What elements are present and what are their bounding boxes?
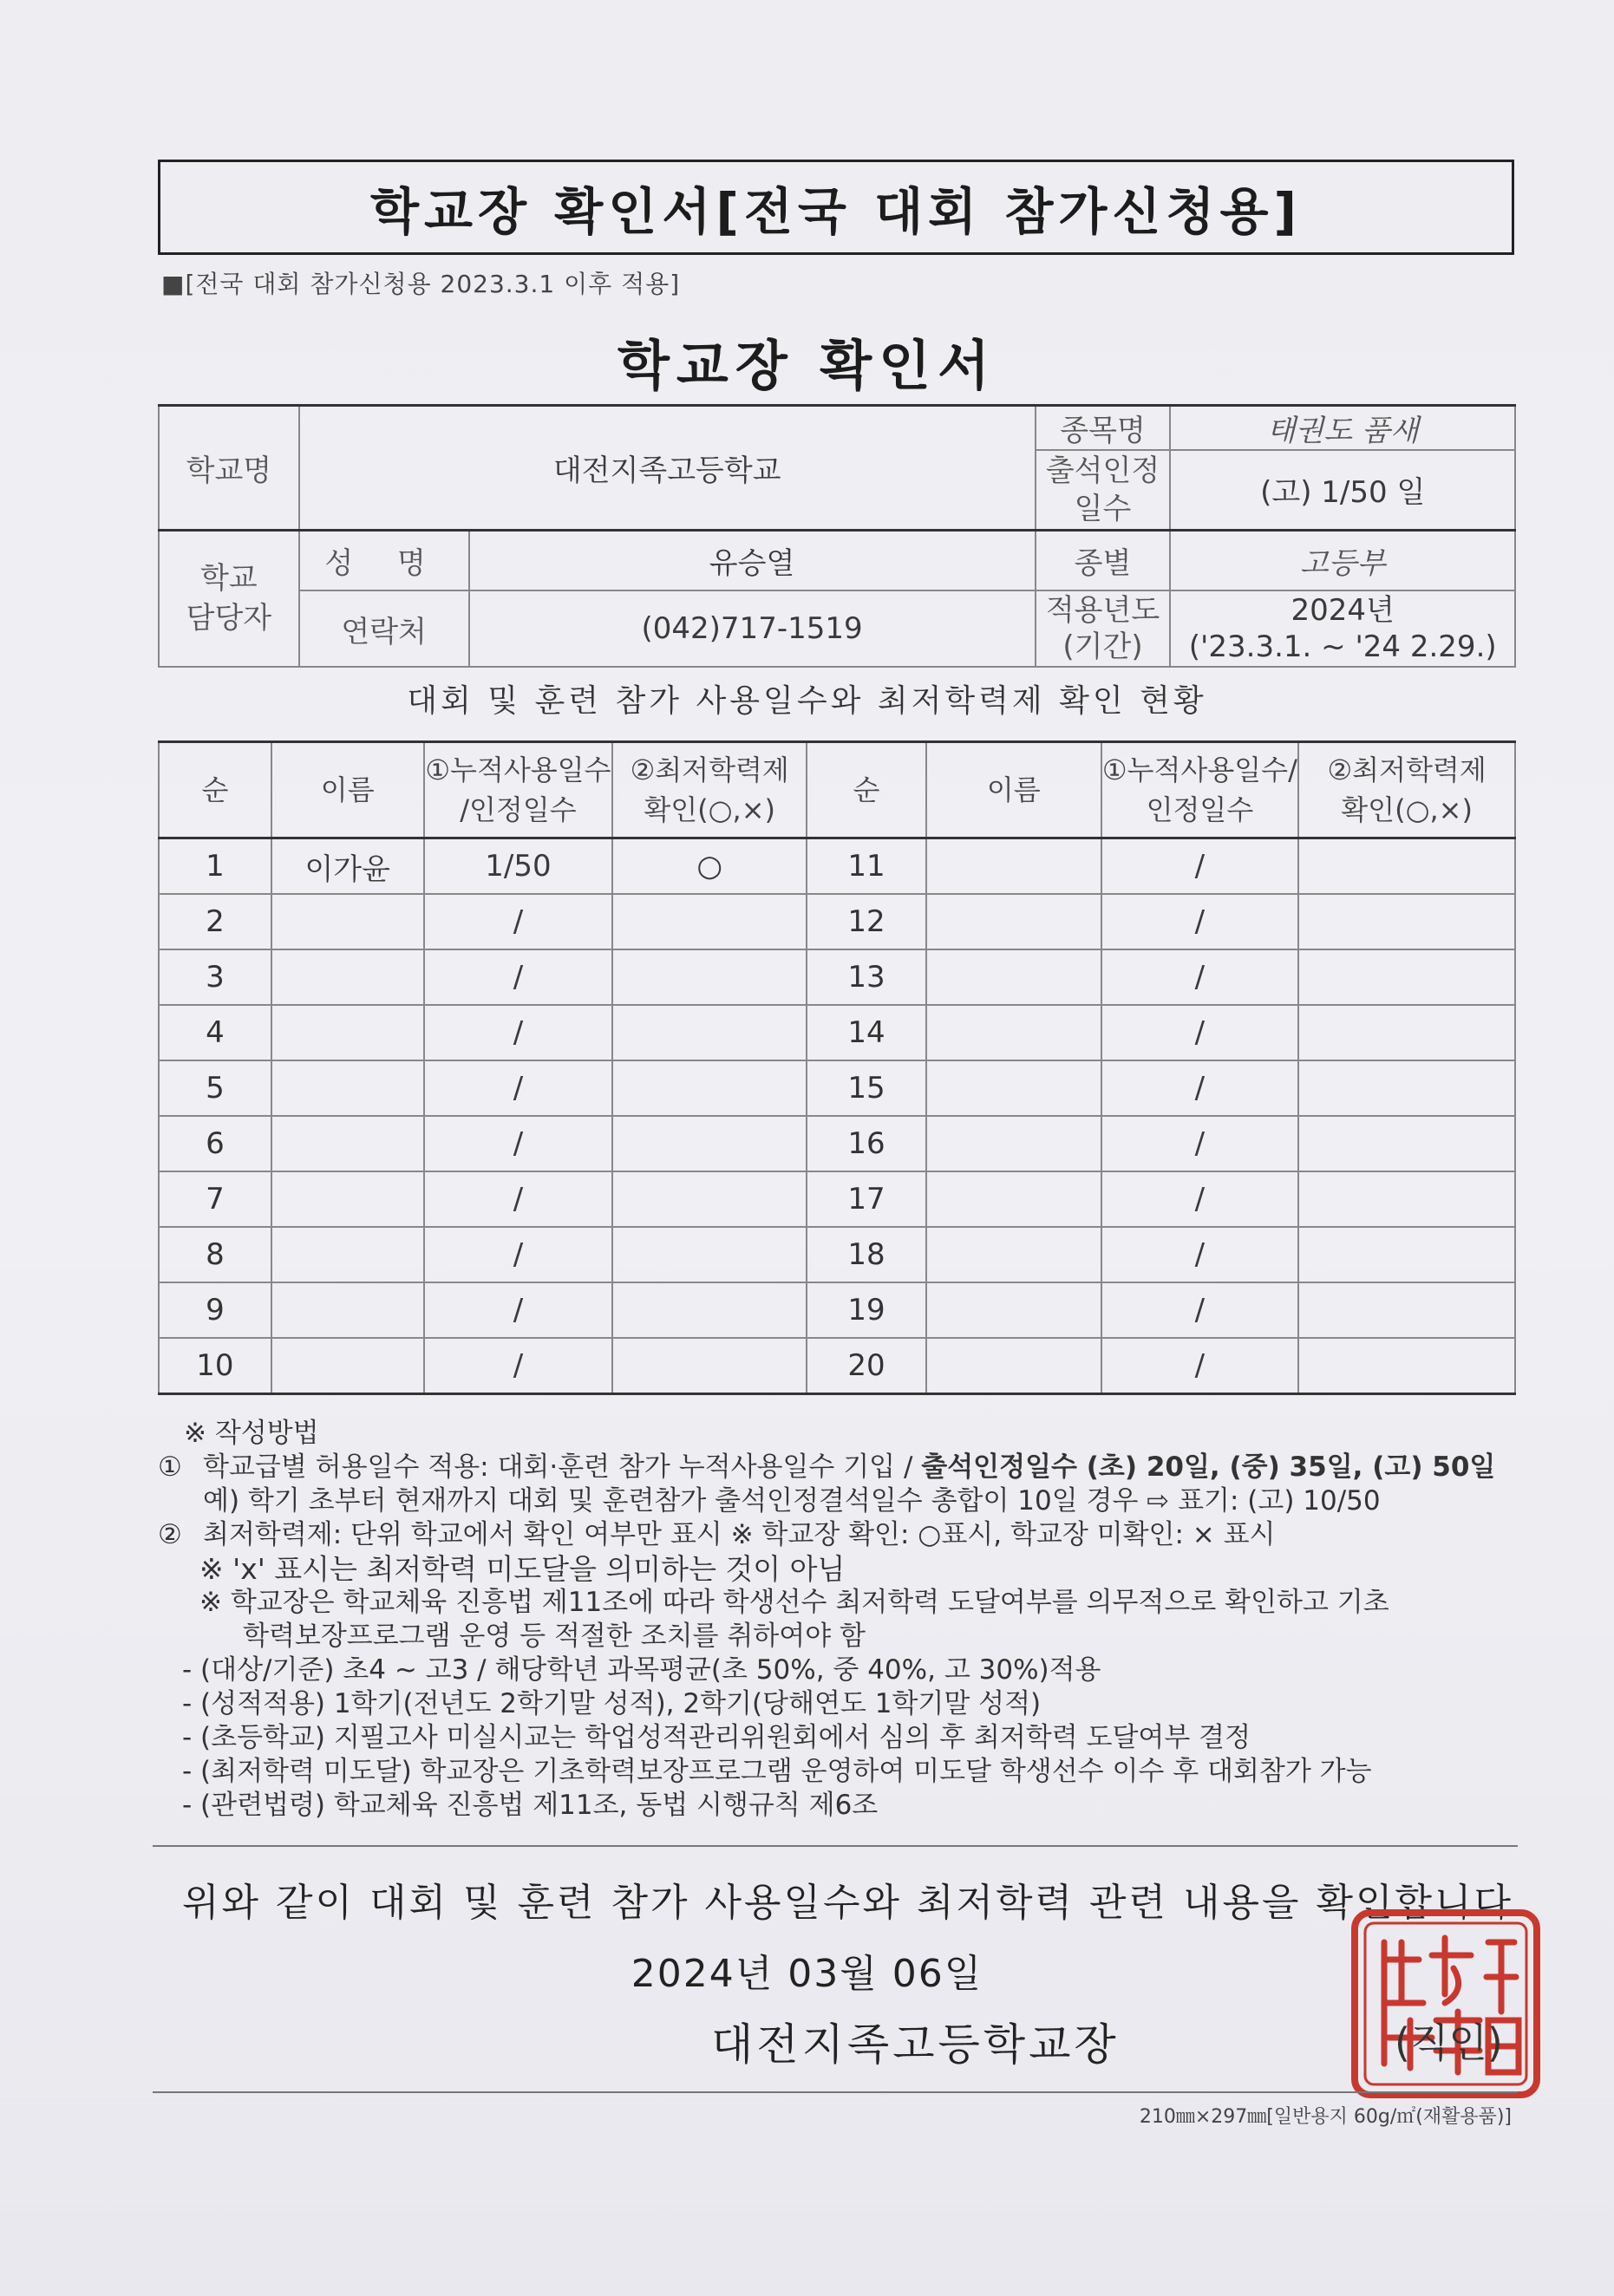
confirmation-statement: 위와 같이 대회 및 훈련 참가 사용일수와 최저학력 관련 내용을 확인합니다. bbox=[182, 1881, 1528, 1925]
seq-cell: 8 bbox=[159, 1227, 271, 1282]
instruction-1-emphasis: 출석인정일수 (초) 20일, (중) 35일, (고) 50일 bbox=[921, 1451, 1496, 1483]
days-cell: / bbox=[424, 1338, 613, 1394]
check-cell bbox=[612, 1171, 807, 1227]
detail-unmet: - (최저학력 미도달) 학교장은 기초학력보장프로그램 운영하여 미도달 학생선수 이수 후 대회참가 가능 bbox=[182, 1756, 1372, 1787]
seq-cell: 15 bbox=[807, 1060, 926, 1116]
days-cell: / bbox=[424, 1227, 613, 1282]
principal-name: 대전지족고등학교장 bbox=[711, 2019, 1120, 2070]
roster-header-row bbox=[159, 742, 1515, 838]
seq-cell: 16 bbox=[807, 1116, 926, 1171]
instruction-1-marker: ① bbox=[158, 1451, 182, 1483]
seq-cell: 18 bbox=[807, 1227, 926, 1282]
name-cell bbox=[271, 1227, 424, 1282]
table-row bbox=[159, 1282, 1515, 1338]
seq-cell: 13 bbox=[807, 949, 926, 1005]
days-cell: / bbox=[1101, 894, 1299, 949]
attendance-value: (고) 1/50 일 bbox=[1170, 450, 1515, 530]
check-cell bbox=[1298, 1171, 1515, 1227]
division-label: 종별 bbox=[1036, 530, 1171, 590]
header-title: 학교장 확인서[전국 대회 참가신청용] bbox=[369, 182, 1302, 241]
check-cell bbox=[612, 1060, 807, 1116]
check-cell bbox=[1298, 949, 1515, 1005]
days-cell: / bbox=[1101, 1227, 1299, 1282]
seq-cell: 5 bbox=[159, 1060, 271, 1116]
check-cell bbox=[612, 949, 807, 1005]
name-cell bbox=[926, 1171, 1101, 1227]
divider-top bbox=[153, 1845, 1518, 1847]
instruction-1-text: 학교급별 허용일수 적용: 대회·훈련 참가 누적사용일수 기입 / bbox=[203, 1451, 922, 1483]
seq-cell: 19 bbox=[807, 1282, 926, 1338]
event-value: 태권도 품새 bbox=[1170, 406, 1515, 451]
detail-elementary: - (초등학교) 지필고사 미실시교는 학업성적관리위원회에서 심의 후 최저학력 도달여부 결정 bbox=[182, 1722, 1251, 1753]
days-cell: / bbox=[1101, 838, 1299, 895]
seq-cell: 17 bbox=[807, 1171, 926, 1227]
seq-cell: 1 bbox=[159, 838, 271, 895]
name-cell bbox=[926, 1227, 1101, 1282]
instruction-2-marker: ② bbox=[158, 1519, 182, 1550]
days-cell: / bbox=[424, 1171, 613, 1227]
seq-cell: 3 bbox=[159, 949, 271, 1005]
header-check: ②최저학력제 확인(○,×) bbox=[612, 742, 807, 838]
roster-table bbox=[158, 740, 1516, 1395]
header-check-right: ②최저학력제 확인(○,×) bbox=[1298, 742, 1515, 838]
check-cell bbox=[612, 1282, 807, 1338]
name-cell bbox=[271, 1282, 424, 1338]
days-cell: / bbox=[1101, 1171, 1299, 1227]
name-cell bbox=[926, 1005, 1101, 1060]
attendance-label: 출석인정 일수 bbox=[1036, 450, 1171, 530]
status-section-title: 대회 및 훈련 참가 사용일수와 최저학력제 확인 현황 bbox=[407, 683, 1207, 719]
seq-cell: 10 bbox=[159, 1338, 271, 1394]
header-days: ①누적사용일수 /인정일수 bbox=[424, 742, 613, 838]
name-cell: 이가윤 bbox=[271, 838, 424, 895]
check-cell bbox=[1298, 1116, 1515, 1171]
instruction-1 bbox=[158, 1451, 1528, 1484]
days-cell: / bbox=[1101, 1116, 1299, 1171]
paper-spec-footer: 210㎜×297㎜[일반용지 60g/㎡(재활용품)] bbox=[1139, 2106, 1512, 2128]
year-label: 적용년도 (기간) bbox=[1036, 590, 1171, 667]
name-cell bbox=[271, 1171, 424, 1227]
check-cell bbox=[612, 1338, 807, 1394]
header-days-right: ①누적사용일수/ 인정일수 bbox=[1101, 742, 1299, 838]
days-cell: / bbox=[424, 1282, 613, 1338]
form-version-note: ■[전국 대회 참가신청용 2023.3.1 이후 적용] bbox=[161, 270, 681, 298]
seq-cell: 20 bbox=[807, 1338, 926, 1394]
name-cell bbox=[926, 838, 1101, 895]
name-cell bbox=[271, 1116, 424, 1171]
name-cell bbox=[271, 894, 424, 949]
check-cell bbox=[1298, 838, 1515, 895]
detail-target: - (대상/기준) 초4 ~ 고3 / 해당학년 과목평균(초 50%, 중 40%, 고 30%)적용 bbox=[182, 1654, 1101, 1686]
document-header bbox=[158, 160, 1514, 255]
table-row bbox=[159, 1338, 1515, 1394]
days-cell: / bbox=[1101, 1060, 1299, 1116]
instruction-2-note-a: ※ 'x' 표시는 최저학력 미도달을 의미하는 것이 아님 bbox=[199, 1552, 846, 1586]
instruction-2-note-b: ※ 학교장은 학교체육 진흥법 제11조에 따라 학생선수 최저학력 도달여부를 의무적으로 확인하고 기초 bbox=[199, 1587, 1389, 1618]
event-label: 종목명 bbox=[1036, 406, 1171, 451]
info-table bbox=[158, 404, 1516, 668]
header-seq-right: 순 bbox=[807, 742, 926, 838]
check-cell bbox=[1298, 1060, 1515, 1116]
seal-label: (직인) bbox=[1395, 2019, 1503, 2066]
days-cell: / bbox=[424, 949, 613, 1005]
instructions bbox=[158, 1417, 1528, 1823]
check-cell bbox=[1298, 894, 1515, 949]
instruction-2 bbox=[158, 1518, 1528, 1552]
days-cell: / bbox=[1101, 1005, 1299, 1060]
days-cell: / bbox=[424, 1116, 613, 1171]
name-label: 성 명 bbox=[299, 530, 469, 590]
days-cell: / bbox=[424, 894, 613, 949]
days-cell: 1/50 bbox=[424, 838, 613, 895]
page-title: 학교장 확인서 bbox=[618, 334, 996, 397]
seq-cell: 9 bbox=[159, 1282, 271, 1338]
name-cell bbox=[926, 1116, 1101, 1171]
table-row bbox=[159, 894, 1515, 949]
seq-cell: 7 bbox=[159, 1171, 271, 1227]
divider-bottom bbox=[153, 2091, 1518, 2093]
division-value: 고등부 bbox=[1170, 530, 1515, 590]
table-row bbox=[159, 1171, 1515, 1227]
check-cell bbox=[612, 894, 807, 949]
seq-cell: 6 bbox=[159, 1116, 271, 1171]
table-row bbox=[159, 1116, 1515, 1171]
check-cell bbox=[1298, 1338, 1515, 1394]
detail-law: - (관련법령) 학교체육 진흥법 제11조, 동법 시행규칙 제6조 bbox=[182, 1790, 879, 1821]
table-row bbox=[159, 1227, 1515, 1282]
check-cell bbox=[1298, 1282, 1515, 1338]
header-name: 이름 bbox=[271, 742, 424, 838]
check-cell: ○ bbox=[612, 838, 807, 895]
table-row bbox=[159, 838, 1515, 895]
seq-cell: 12 bbox=[807, 894, 926, 949]
contact-value: (042)717-1519 bbox=[469, 590, 1036, 667]
seq-cell: 14 bbox=[807, 1005, 926, 1060]
name-cell bbox=[271, 1338, 424, 1394]
check-cell bbox=[612, 1005, 807, 1060]
instruction-2-note-b-cont: 학력보장프로그램 운영 등 적절한 조치를 취하여야 함 bbox=[243, 1621, 866, 1652]
instructions-heading: ※ 작성방법 bbox=[184, 1418, 319, 1449]
official-seal-icon bbox=[1349, 1908, 1542, 2100]
name-cell bbox=[926, 894, 1101, 949]
table-row bbox=[159, 949, 1515, 1005]
header-seq: 순 bbox=[159, 742, 271, 838]
instruction-2-text: 최저학력제: 단위 학교에서 확인 여부만 표시 ※ 학교장 확인: ○표시, 학교장 미확인: × 표시 bbox=[203, 1519, 1276, 1550]
seq-cell: 11 bbox=[807, 838, 926, 895]
check-cell bbox=[1298, 1005, 1515, 1060]
issue-date: 2024년 03월 06일 bbox=[631, 1952, 983, 1996]
school-label: 학교명 bbox=[159, 406, 299, 531]
name-cell bbox=[926, 949, 1101, 1005]
days-cell: / bbox=[424, 1005, 613, 1060]
check-cell bbox=[1298, 1227, 1515, 1282]
days-cell: / bbox=[1101, 1282, 1299, 1338]
table-row bbox=[159, 1005, 1515, 1060]
detail-grades: - (성적적용) 1학기(전년도 2학기말 성적), 2학기(당해연도 1학기말 성적) bbox=[182, 1688, 1042, 1719]
days-cell: / bbox=[1101, 1338, 1299, 1394]
contact-label: 연락처 bbox=[299, 590, 469, 667]
year-value: 2024년 ('23.3.1. ~ '24 2.29.) bbox=[1170, 590, 1515, 667]
name-cell bbox=[926, 1060, 1101, 1116]
name-cell bbox=[271, 949, 424, 1005]
name-cell bbox=[271, 1005, 424, 1060]
days-cell: / bbox=[1101, 949, 1299, 1005]
school-value: 대전지족고등학교 bbox=[299, 406, 1036, 531]
days-cell: / bbox=[424, 1060, 613, 1116]
check-cell bbox=[612, 1227, 807, 1282]
manager-label: 학교 담당자 bbox=[159, 530, 299, 667]
name-cell bbox=[926, 1282, 1101, 1338]
check-cell bbox=[612, 1116, 807, 1171]
name-cell bbox=[926, 1338, 1101, 1394]
name-cell bbox=[271, 1060, 424, 1116]
name-value: 유승열 bbox=[469, 530, 1036, 590]
table-row bbox=[159, 1060, 1515, 1116]
roster-body bbox=[159, 838, 1515, 1394]
seq-cell: 4 bbox=[159, 1005, 271, 1060]
header-name-right: 이름 bbox=[926, 742, 1101, 838]
instruction-1-example: 예) 학기 초부터 현재까지 대회 및 훈련참가 출석인정결석일수 총합이 10일 경우 ⇨ 표기: (고) 10/50 bbox=[203, 1485, 1381, 1517]
seq-cell: 2 bbox=[159, 894, 271, 949]
